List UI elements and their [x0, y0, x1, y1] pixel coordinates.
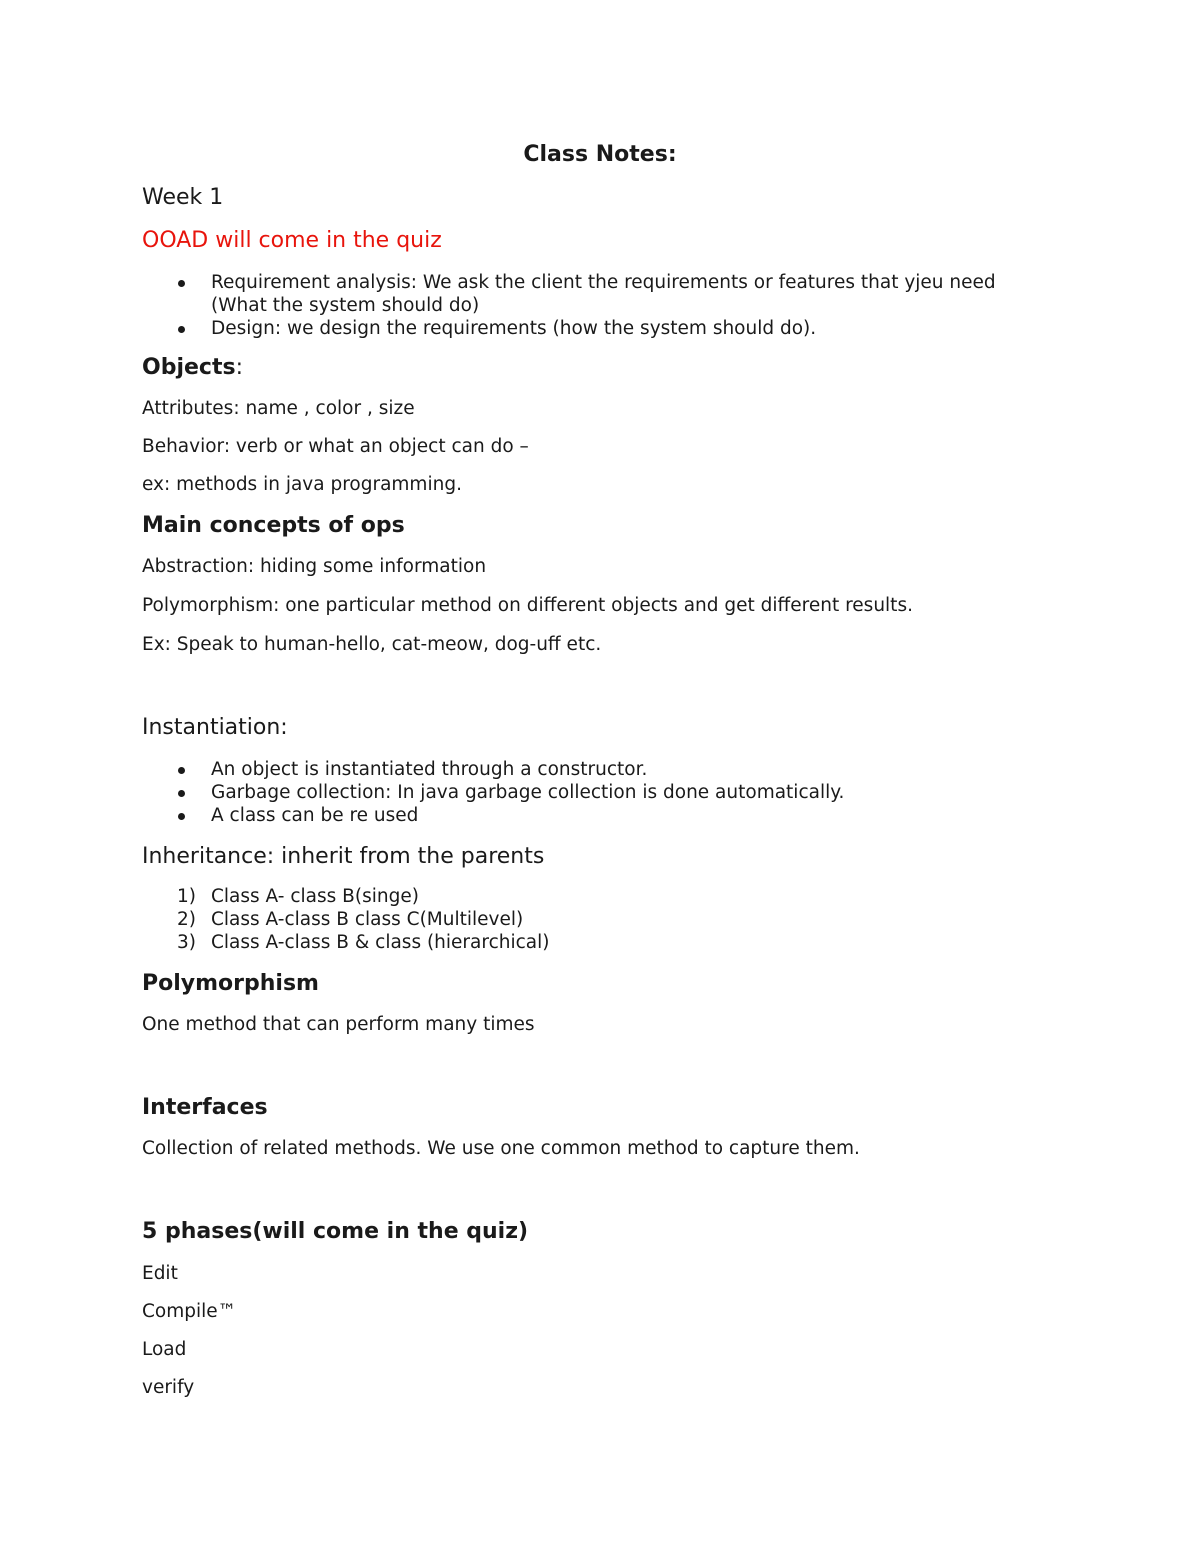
inheritance-heading: Inheritance: inherit from the parents	[142, 844, 545, 869]
list-item	[142, 804, 844, 827]
bullet-icon	[178, 790, 185, 797]
main-concepts-heading: Main concepts of ops	[142, 513, 405, 538]
instantiation-heading: Instantiation:	[142, 715, 288, 740]
list-item-text: Class A- class B(singe)	[211, 886, 419, 907]
list-item	[142, 781, 844, 804]
ooad-heading: OOAD will come in the quiz	[142, 228, 442, 253]
list-item-continuation	[142, 294, 996, 317]
inheritance-list	[142, 885, 549, 954]
objects-heading-colon: :	[235, 355, 243, 380]
list-item-text: A class can be re used	[211, 805, 419, 826]
list-item	[142, 885, 549, 908]
list-item	[142, 317, 996, 340]
list-number: 3)	[177, 932, 196, 953]
interfaces-text: Collection of related methods. We use one common method to capture them.	[142, 1138, 860, 1159]
bullet-icon	[178, 813, 185, 820]
list-number: 2)	[177, 909, 196, 930]
ooad-list	[142, 271, 996, 340]
list-item	[142, 908, 549, 931]
abstraction-text: Abstraction: hiding some information	[142, 556, 487, 577]
list-item-text: Class A-class B & class (hierarchical)	[211, 932, 550, 953]
list-item-text: Design: we design the requirements (how the system should do).	[211, 318, 817, 339]
list-item-text: Class A-class B class C(Multilevel)	[211, 909, 524, 930]
list-item-text: An object is instantiated through a constructor.	[211, 759, 648, 780]
phase-item-compile: Compile™	[142, 1301, 237, 1322]
list-item-text: Garbage collection: In java garbage collection is done automatically.	[211, 782, 845, 803]
list-item-text: Requirement analysis: We ask the client the requirements or features that yjeu need	[211, 272, 996, 293]
page-title: Class Notes:	[523, 142, 677, 167]
interfaces-heading: Interfaces	[142, 1095, 268, 1120]
bullet-icon	[178, 767, 185, 774]
objects-heading	[142, 355, 243, 380]
objects-behavior: Behavior: verb or what an object can do –	[142, 436, 529, 457]
polymorphism-section-text: One method that can perform many times	[142, 1014, 535, 1035]
polymorphism-text: Polymorphism: one particular method on different objects and get different results.	[142, 595, 913, 616]
phase-item-verify: verify	[142, 1377, 195, 1398]
phase-item-load: Load	[142, 1339, 187, 1360]
phases-heading: 5 phases(will come in the quiz)	[142, 1219, 529, 1244]
bullet-icon	[178, 326, 185, 333]
week-heading: Week 1	[142, 185, 224, 210]
list-item	[142, 931, 549, 954]
polymorphism-example: Ex: Speak to human-hello, cat-meow, dog-uff etc.	[142, 634, 602, 655]
instantiation-list	[142, 758, 844, 827]
objects-attributes: Attributes: name , color , size	[142, 398, 415, 419]
polymorphism-heading: Polymorphism	[142, 971, 319, 996]
list-number: 1)	[177, 886, 196, 907]
phase-item-edit: Edit	[142, 1263, 178, 1284]
list-item	[142, 758, 844, 781]
bullet-icon	[178, 280, 185, 287]
objects-heading-text: Objects	[142, 355, 236, 380]
list-item-text: (What the system should do)	[211, 295, 480, 316]
list-item	[142, 271, 996, 294]
objects-example: ex: methods in java programming.	[142, 474, 462, 495]
